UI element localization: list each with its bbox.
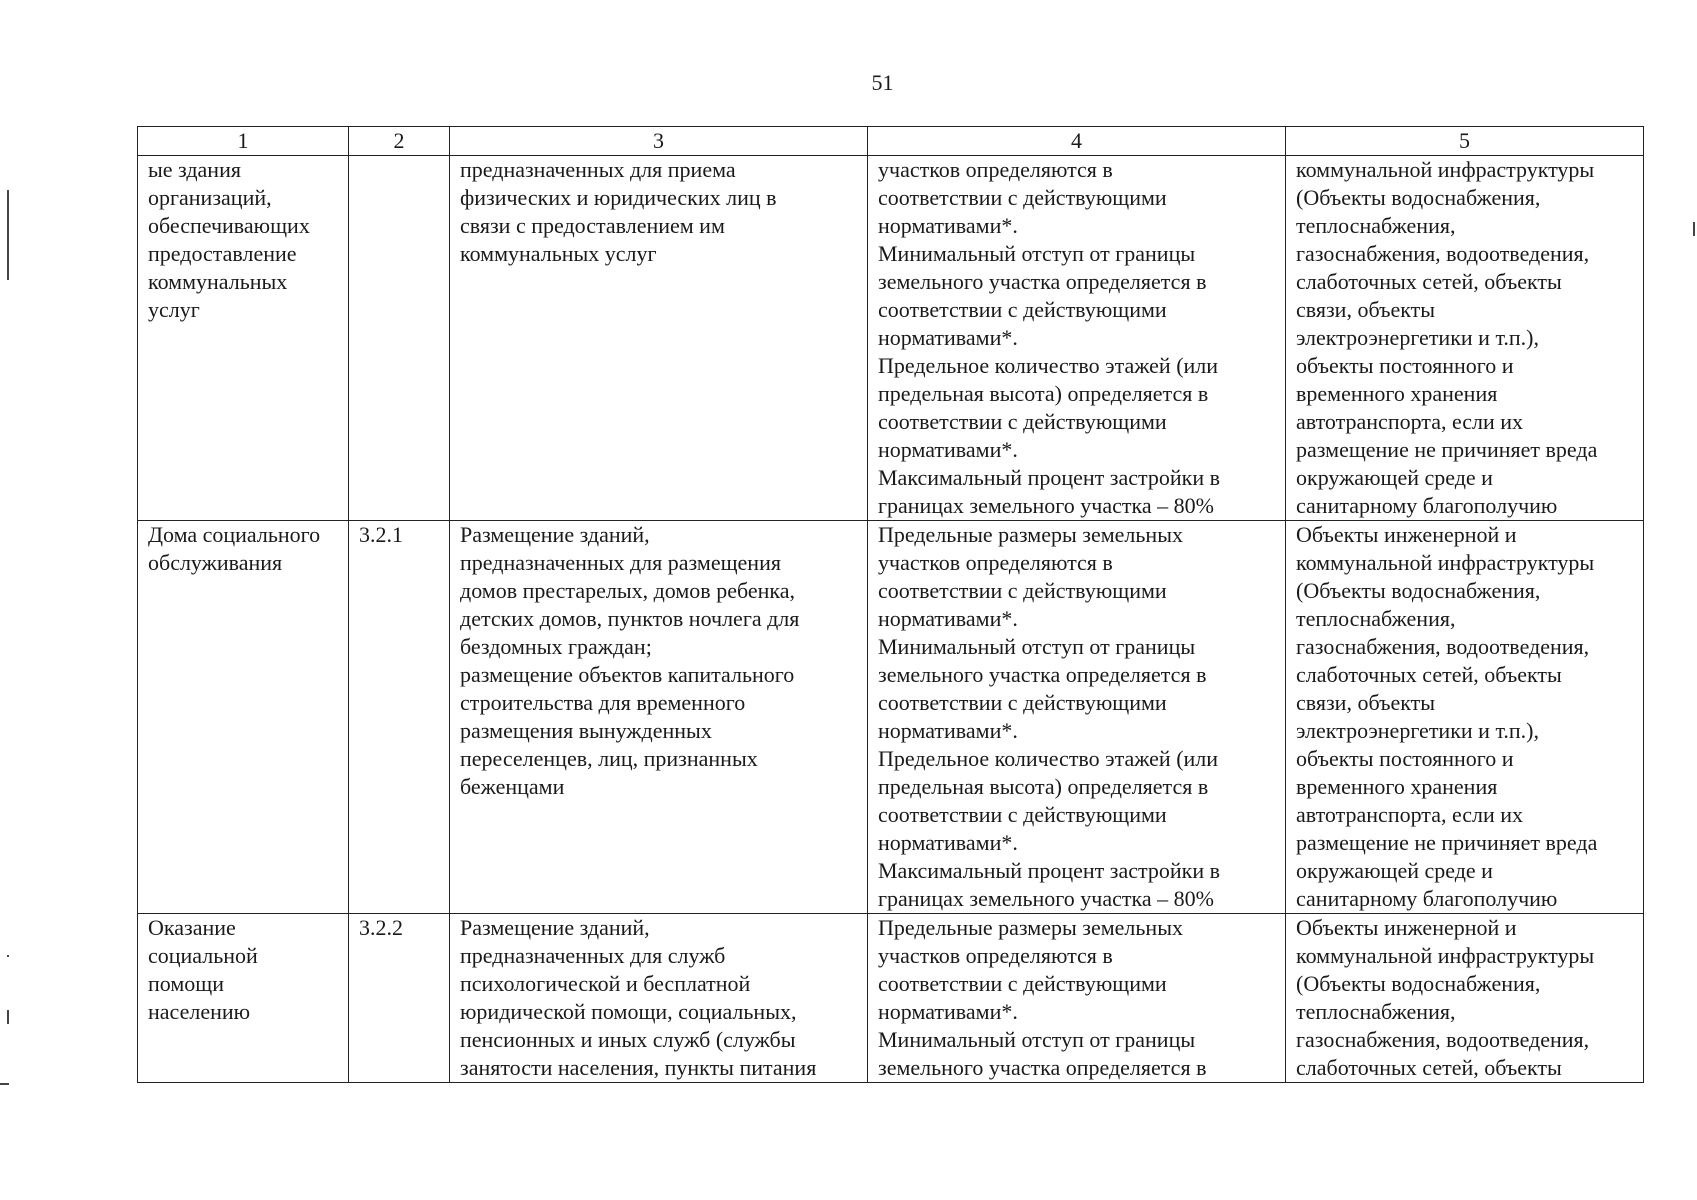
cell-text-line: соответствии с действующими — [878, 971, 1167, 996]
cell-text-line: слаботочных сетей, объекты — [1296, 662, 1562, 687]
cell-text-line: нормативами*. — [878, 718, 1018, 743]
cell-text-line: Максимальный процент застройки в — [878, 465, 1220, 490]
cell-code: 3.2.2 — [349, 914, 450, 1083]
cell-text-line: юридической помощи, социальных, — [460, 999, 797, 1024]
cell-text-line: предельная высота) определяется в — [878, 381, 1209, 406]
cell-code — [349, 156, 450, 521]
cell-text-line: временного хранения — [1296, 774, 1498, 799]
cell-text-line: Предельное количество этажей (или — [878, 746, 1219, 771]
table-row — [138, 914, 1644, 1083]
cell-text-line: окружающей среде и — [1296, 465, 1493, 490]
cell-text-line: соответствии с действующими — [878, 185, 1167, 210]
cell-text-line: коммунальной инфраструктуры — [1296, 157, 1595, 182]
cell-text-line: временного хранения — [1296, 381, 1498, 406]
cell-text-line: предназначенных для приема — [460, 157, 736, 182]
cell-text-line: границах земельного участка – 80% — [878, 493, 1214, 518]
cell-text-line: Предельное количество этажей (или — [878, 353, 1219, 378]
cell-text-line: беженцами — [460, 774, 565, 799]
cell-text-line: земельного участка определяется в — [878, 662, 1207, 687]
cell-text-line: газоснабжения, водоотведения, — [1296, 241, 1590, 266]
cell-text-line: предельная высота) определяется в — [878, 774, 1209, 799]
cell-text-line: размещение не причиняет вреда — [1296, 437, 1598, 462]
cell-text-line: Максимальный процент застройки в — [878, 858, 1220, 883]
scan-artifact — [7, 955, 9, 957]
cell-text-line: коммунальных услуг — [460, 241, 657, 266]
header-col-5: 5 — [1286, 127, 1644, 156]
cell-text-line: соответствии с действующими — [878, 578, 1167, 603]
cell-text-line: ые здания — [148, 157, 241, 182]
cell-text-line: Размещение зданий, — [460, 915, 650, 940]
cell-text-line: Предельные размеры земельных — [878, 915, 1183, 940]
cell-text-line: теплоснабжения, — [1296, 999, 1456, 1024]
cell-text-line: Предельные размеры земельных — [878, 522, 1183, 547]
cell-text-line: обеспечивающих — [148, 213, 310, 238]
cell-text-line: земельного участка определяется в — [878, 1055, 1207, 1080]
cell-code: 3.2.1 — [349, 521, 450, 914]
cell-text-line: (Объекты водоснабжения, — [1296, 971, 1541, 996]
cell-text-line: теплоснабжения, — [1296, 606, 1456, 631]
cell-text-line: соответствии с действующими — [878, 297, 1167, 322]
cell-name — [138, 914, 349, 1083]
cell-text-line: соответствии с действующими — [878, 409, 1167, 434]
cell-text-line: коммунальных — [148, 269, 288, 294]
cell-text-line: газоснабжения, водоотведения, — [1296, 1027, 1590, 1052]
scan-artifact — [0, 1083, 9, 1085]
cell-text-line: участков определяются в — [878, 550, 1113, 575]
scan-artifact — [1693, 222, 1695, 236]
cell-text-line: Минимальный отступ от границы — [878, 241, 1196, 266]
cell-text-line: помощи — [148, 971, 224, 996]
table-row — [138, 521, 1644, 914]
cell-text-line: связи с предоставлением им — [460, 213, 725, 238]
cell-text-line: Оказание — [148, 915, 236, 940]
cell-auxiliary — [1286, 156, 1644, 521]
cell-parameters — [868, 521, 1286, 914]
cell-text-line: газоснабжения, водоотведения, — [1296, 634, 1590, 659]
cell-text-line: нормативами*. — [878, 213, 1018, 238]
cell-text-line: нормативами*. — [878, 830, 1018, 855]
cell-text-line: пенсионных и иных служб (службы — [460, 1027, 796, 1052]
cell-text-line: связи, объекты — [1296, 297, 1436, 322]
header-col-4: 4 — [868, 127, 1286, 156]
cell-text-line: Минимальный отступ от границы — [878, 1027, 1196, 1052]
cell-text-line: слаботочных сетей, объекты — [1296, 1055, 1562, 1080]
cell-text-line: объекты постоянного и — [1296, 746, 1514, 771]
cell-text-line: строительства для временного — [460, 690, 746, 715]
cell-text-line: связи, объекты — [1296, 690, 1436, 715]
cell-text-line: объекты постоянного и — [1296, 353, 1514, 378]
cell-text-line: переселенцев, лиц, признанных — [460, 746, 758, 771]
cell-text-line: услуг — [148, 297, 200, 322]
cell-text-line: организаций, — [148, 185, 272, 210]
cell-text-line: предназначенных для служб — [460, 943, 726, 968]
cell-text-line: слаботочных сетей, объекты — [1296, 269, 1562, 294]
cell-text-line: нормативами*. — [878, 999, 1018, 1024]
cell-text-line: (Объекты водоснабжения, — [1296, 578, 1541, 603]
cell-text-line: детских домов, пунктов ночлега для — [460, 606, 800, 631]
cell-text-line: окружающей среде и — [1296, 858, 1493, 883]
cell-text-line: нормативами*. — [878, 606, 1018, 631]
header-col-3: 3 — [450, 127, 868, 156]
cell-text-line: (Объекты водоснабжения, — [1296, 185, 1541, 210]
cell-text-line: теплоснабжения, — [1296, 213, 1456, 238]
scan-artifact — [7, 1010, 9, 1024]
cell-text-line: предназначенных для размещения — [460, 550, 781, 575]
cell-text-line: предоставление — [148, 241, 297, 266]
cell-text-line: Размещение зданий, — [460, 522, 650, 547]
cell-text-line: размещение объектов капитального — [460, 662, 795, 687]
cell-text-line: электроэнергетики и т.п.), — [1296, 325, 1539, 350]
cell-description — [450, 156, 868, 521]
cell-text-line: нормативами*. — [878, 437, 1018, 462]
cell-parameters — [868, 914, 1286, 1083]
cell-text-line: участков определяются в — [878, 157, 1113, 182]
page-number: 51 — [871, 70, 894, 95]
cell-auxiliary — [1286, 914, 1644, 1083]
zoning-table — [137, 126, 1644, 1083]
cell-text-line: соответствии с действующими — [878, 690, 1167, 715]
cell-auxiliary — [1286, 521, 1644, 914]
cell-name — [138, 521, 349, 914]
cell-text-line: размещения вынужденных — [460, 718, 712, 743]
cell-text-line: санитарному благополучию — [1296, 493, 1558, 518]
cell-text-line: психологической и бесплатной — [460, 971, 751, 996]
cell-text-line: коммунальной инфраструктуры — [1296, 943, 1595, 968]
cell-text-line: границах земельного участка – 80% — [878, 886, 1214, 911]
cell-parameters — [868, 156, 1286, 521]
header-col-1: 1 — [138, 127, 349, 156]
cell-text-line: населению — [148, 999, 251, 1024]
cell-text-line: коммунальной инфраструктуры — [1296, 550, 1595, 575]
cell-text-line: физических и юридических лиц в — [460, 185, 777, 210]
cell-text-line: обслуживания — [148, 550, 283, 575]
scan-artifact — [7, 190, 9, 280]
cell-description — [450, 914, 868, 1083]
cell-text-line: Объекты инженерной и — [1296, 522, 1517, 547]
cell-text-line: размещение не причиняет вреда — [1296, 830, 1598, 855]
header-row — [138, 127, 1644, 156]
cell-text-line: Объекты инженерной и — [1296, 915, 1517, 940]
cell-text-line: нормативами*. — [878, 325, 1018, 350]
cell-text-line: соответствии с действующими — [878, 802, 1167, 827]
cell-description — [450, 521, 868, 914]
cell-text-line: бездомных граждан; — [460, 634, 652, 659]
cell-text-line: автотранспорта, если их — [1296, 802, 1524, 827]
cell-text-line: участков определяются в — [878, 943, 1113, 968]
cell-text-line: автотранспорта, если их — [1296, 409, 1524, 434]
cell-text-line: Дома социального — [148, 522, 321, 547]
cell-text-line: Минимальный отступ от границы — [878, 634, 1196, 659]
cell-text-line: земельного участка определяется в — [878, 269, 1207, 294]
cell-text-line: социальной — [148, 943, 258, 968]
table-row — [138, 156, 1644, 521]
cell-text-line: санитарному благополучию — [1296, 886, 1558, 911]
cell-text-line: домов престарелых, домов ребенка, — [460, 578, 796, 603]
header-col-2: 2 — [349, 127, 450, 156]
cell-name — [138, 156, 349, 521]
cell-text-line: электроэнергетики и т.п.), — [1296, 718, 1539, 743]
cell-text-line: занятости населения, пункты питания — [460, 1055, 817, 1080]
